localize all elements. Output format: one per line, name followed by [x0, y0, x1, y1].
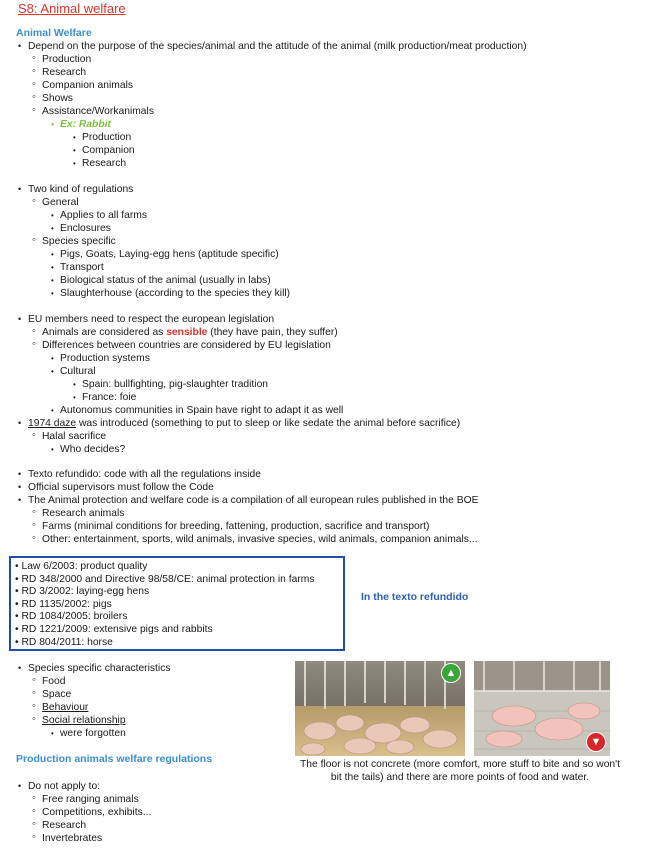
species-pigs: • Pigs, Goats, Laying-egg hens (aptitude specific) [50, 248, 290, 261]
law-item: • RD 804/2011: horse [15, 637, 339, 650]
law-item: • RD 3/2002: laying-egg hens [15, 586, 339, 599]
rabbit-companion: • Companion [72, 144, 527, 157]
bullet-purpose: • Depend on the purpose of the species/animal and the attitude of the animal (milk production/meat production) [16, 40, 527, 53]
general-enclosures: • Enclosures [50, 222, 290, 235]
sub-assistance: ◦ Assistance/Workanimals [32, 105, 527, 118]
code-research: ◦ Research animals [32, 507, 478, 520]
char-forgotten: • were forgotten [50, 727, 171, 740]
sub-shows: ◦ Shows [32, 92, 527, 105]
section-regulations [16, 183, 290, 300]
na-competitions: ◦ Competitions, exhibits... [32, 806, 212, 819]
heading-animal-welfare: Animal Welfare [16, 27, 92, 39]
rabbit-production: • Production [72, 131, 527, 144]
na-free-ranging: ◦ Free ranging animals [32, 793, 212, 806]
bullet-official: • Official supervisors must follow the Code [16, 481, 478, 494]
code-farms: ◦ Farms (minimal conditions for breeding, fattening, production, sacrifice and transport) [32, 520, 478, 533]
char-social[interactable]: ◦ Social relationship [32, 714, 171, 727]
law-item: • RD 1221/2009: extensive pigs and rabbits [15, 624, 339, 637]
cultural-spain: • Spain: bullfighting, pig-slaughter tradition [72, 378, 460, 391]
species-slaughterhouse: • Slaughterhouse (according to the species they kill) [50, 287, 290, 300]
cultural-france: • France: foie [72, 391, 460, 404]
bullet-code: • The Animal protection and welfare code is a compilation of all european rules published in the BOE [16, 494, 478, 507]
na-research: ◦ Research [32, 819, 212, 832]
photo-bad-pen [474, 661, 610, 756]
code-other: ◦ Other: entertainment, sports, wild animals, invasive species, wild animals, companion animals... [32, 533, 478, 546]
sub-halal: ◦ Halal sacrifice [32, 430, 460, 443]
laws-note: In the texto refundido [361, 591, 469, 603]
daze-link[interactable]: 1974 daze [28, 418, 77, 429]
diff-production-systems: • Production systems [50, 352, 460, 365]
section-species-characteristics [16, 662, 171, 740]
sub-sensible: ◦ Animals are considered as sensible (they have pain, they suffer) [32, 326, 460, 339]
na-invertebrates: ◦ Invertebrates [32, 832, 212, 845]
diff-cultural: • Cultural [50, 365, 460, 378]
general-all-farms: • Applies to all farms [50, 209, 290, 222]
diff-autonomus: • Autonomus communities in Spain have right to adapt it as well [50, 404, 460, 417]
char-food: ◦ Food [32, 675, 171, 688]
bullet-two-regulations: • Two kind of regulations [16, 183, 290, 196]
section-eu [16, 313, 460, 456]
bullet-daze: • 1974 daze was introduced (something to put to sleep or like sedate the animal before sacrifice) [16, 417, 460, 430]
law-item: • RD 1135/2002: pigs [15, 599, 339, 612]
sub-research: ◦ Research [32, 66, 527, 79]
sub-differences: ◦ Differences between countries are considered by EU legislation [32, 339, 460, 352]
section-production-regulations [16, 753, 212, 845]
law-item: • Law 6/2003: product quality [15, 561, 339, 574]
halal-who-decides: • Who decides? [50, 443, 460, 456]
example-rabbit: • Ex: Rabbit [50, 118, 527, 131]
law-item: • RD 1084/2005: broilers [15, 611, 339, 624]
thumbs-down-icon: ▼ [586, 732, 606, 752]
section-animal-welfare [16, 27, 527, 170]
bullet-eu: • EU members need to respect the european legislation [16, 313, 460, 326]
char-behaviour[interactable]: ◦ Behaviour [32, 701, 171, 714]
species-biological: • Biological status of the animal (usually in labs) [50, 274, 290, 287]
bullet-species-characteristics: • Species specific characteristics [16, 662, 171, 675]
heading-production-regulations: Production animals welfare regulations [16, 753, 213, 765]
sub-general: ◦ General [32, 196, 290, 209]
sensible-word: sensible [166, 327, 208, 338]
sub-species-specific: ◦ Species specific [32, 235, 290, 248]
sub-companion: ◦ Companion animals [32, 79, 527, 92]
rabbit-research: • Research [72, 157, 527, 170]
law-item: • RD 348/2000 and Directive 98/58/CE: animal protection in farms [15, 574, 339, 587]
photo-good-pen [295, 661, 465, 756]
sub-production: ◦ Production [32, 53, 527, 66]
bullet-texto: • Texto refundido: code with all the regulations inside [16, 468, 478, 481]
species-transport: • Transport [50, 261, 290, 274]
char-space: ◦ Space [32, 688, 171, 701]
thumbs-up-icon: ▲ [441, 663, 461, 683]
page-title: S8: Animal welfare [18, 1, 126, 16]
laws-box [9, 556, 345, 651]
bullet-do-not-apply: • Do not apply to: [16, 780, 212, 793]
section-code [16, 468, 478, 546]
photo-caption: The floor is not concrete (more comfort, more stuff to bite and so won't bit the tails) and there are more points of food and water. [300, 759, 620, 783]
